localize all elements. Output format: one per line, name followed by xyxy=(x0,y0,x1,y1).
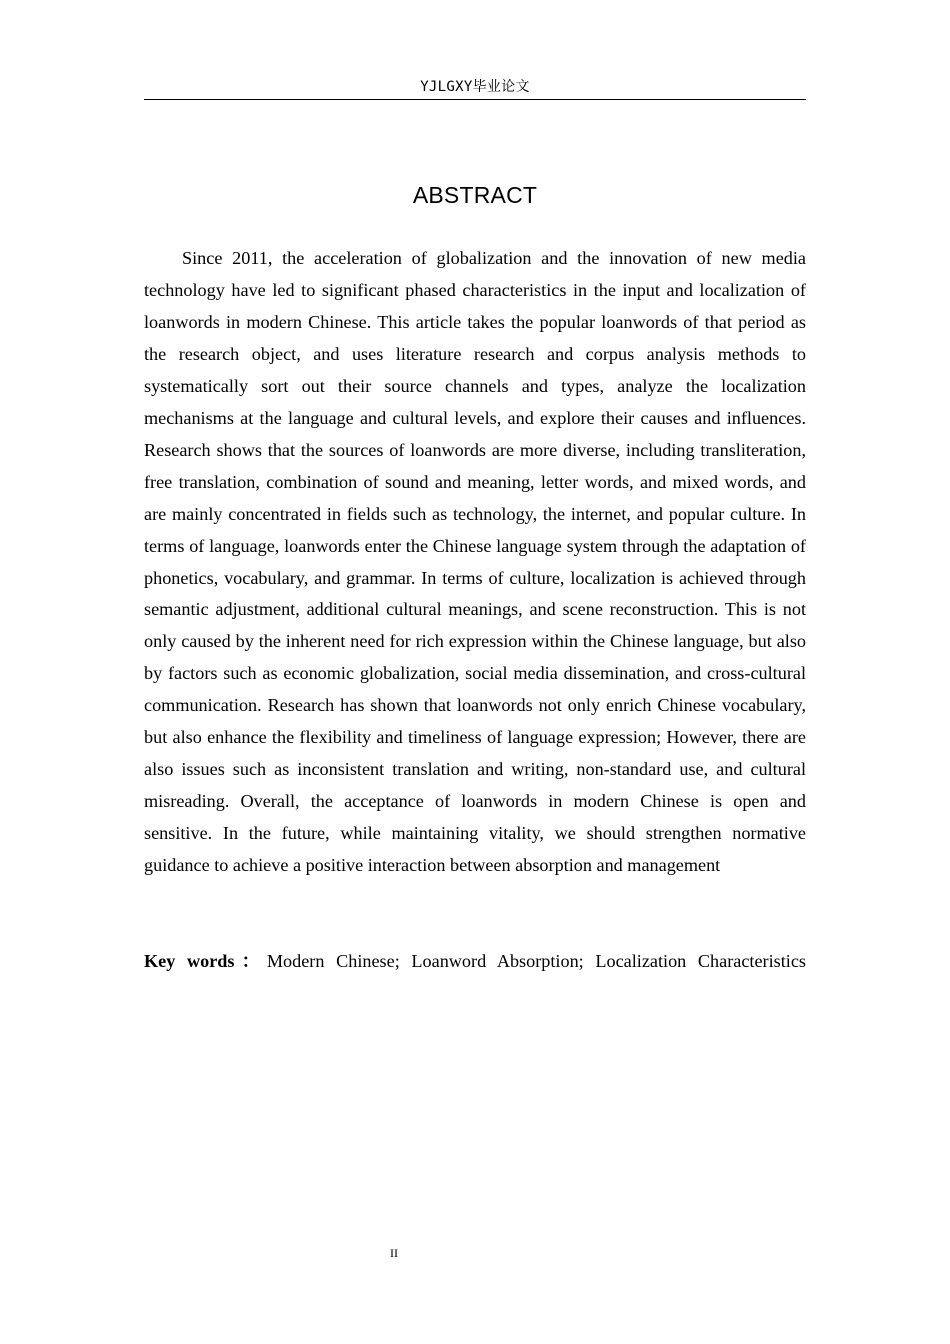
abstract-body-text: Since 2011, the acceleration of globalization and the innovation of new media technology have led to significant phased characteristics in the input and localization of loanwords in modern Chinese. This article takes the popular loanwords of that period as the research object, and uses literature research and corpus analysis methods to systematically sort out their source channels and types, analyze the localization mechanisms at the language and cultural levels, and explore their causes and influences. Research shows that the sources of loanwords are more diverse, including transliteration, free translation, combination of sound and meaning, letter words, and mixed words, and are mainly concentrated in fields such as technology, the internet, and popular culture. In terms of language, loanwords enter the Chinese language system through the adaptation of phonetics, vocabulary, and grammar. In terms of culture, localization is achieved through semantic adjustment, additional cultural meanings, and scene reconstruction. This is not only caused by the inherent need for rich expression within the Chinese language, but also by factors such as economic globalization, social media dissemination, and cross-cultural communication. Research has shown that loanwords not only enrich Chinese vocabulary, but also enhance the flexibility and timeliness of language expression; However, there are also issues such as inconsistent translation and writing, non-standard use, and cultural misreading. Overall, the acceptance of loanwords in modern Chinese is open and sensitive. In the future, while maintaining vitality, we should strengthen normative guidance to achieve a positive interaction between absorption and management xyxy=(144,248,806,876)
keywords-label: Key words： xyxy=(144,951,267,971)
page-number: II xyxy=(390,1246,398,1260)
page-header-title: YJLGXY毕业论文 xyxy=(420,79,530,95)
keywords-line xyxy=(144,946,806,977)
header-divider xyxy=(144,99,806,100)
abstract-heading: ABSTRACT xyxy=(412,182,538,208)
keywords-value: Modern Chinese; Loanword Absorption; Localization Characteristics xyxy=(266,951,806,971)
